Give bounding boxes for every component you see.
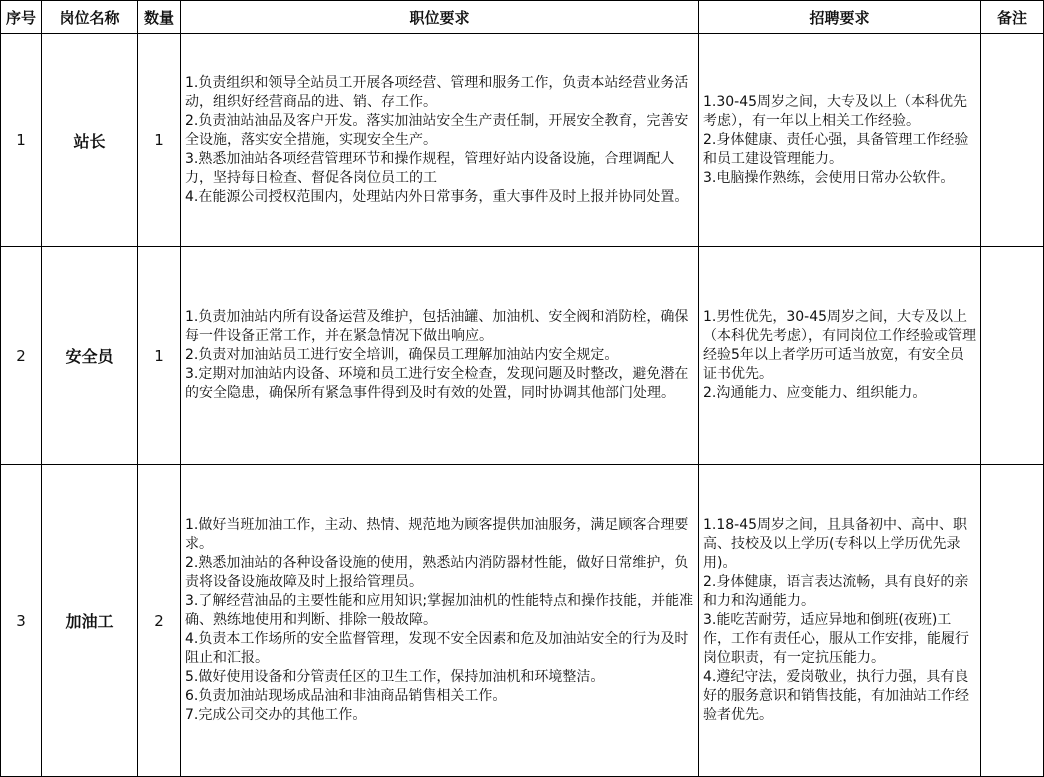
header-notes: 备注	[981, 1, 1044, 34]
row-count: 2	[138, 465, 181, 777]
row-requirements: 1.男性优先，30-45周岁之间，大专及以上（本科优先考虑），有同岗位工作经验或管理经验5年以上者学历可适当放宽，有安全员证书优先。 2.沟通能力、应变能力、组织能力。	[699, 247, 981, 465]
table-header-row	[1, 1, 1044, 34]
header-duties: 职位要求	[181, 1, 699, 34]
header-index: 序号	[1, 1, 42, 34]
row-position: 加油工	[42, 465, 138, 777]
row-notes	[981, 247, 1044, 465]
row-notes	[981, 465, 1044, 777]
row-index: 3	[1, 465, 42, 777]
header-requirements: 招聘要求	[699, 1, 981, 34]
row-duties: 1.负责加油站内所有设备运营及维护，包括油罐、加油机、安全阀和消防栓，确保每一件设备正常工作，并在紧急情况下做出响应。 2.负责对加油站员工进行安全培训，确保员工理解加油站内安全规定。 3.定期对加油站内设备、环境和员工进行安全检查，发现问题及时整改，避免潜在的安全隐患，确保所有紧急事件得到及时有效的处置，同时协调其他部门处理。	[181, 247, 699, 465]
row-count: 1	[138, 34, 181, 247]
row-requirements: 1.18-45周岁之间，且具备初中、高中、职高、技校及以上学历(专科以上学历优先录用)。 2.身体健康，语言表达流畅，具有良好的亲和力和沟通能力。 3.能吃苦耐劳，适应异地和倒班(夜班)工作，工作有责任心，服从工作安排，能履行岗位职责，有一定抗压能力。 4.遵纪守法，爱岗敬业，执行力强，具有良好的服务意识和销售技能，有加油站工作经验者优先。	[699, 465, 981, 777]
header-position: 岗位名称	[42, 1, 138, 34]
table-row	[1, 247, 1044, 465]
table-row	[1, 34, 1044, 247]
table-row	[1, 465, 1044, 777]
row-duties: 1.负责组织和领导全站员工开展各项经营、管理和服务工作，负责本站经营业务活动，组织好经营商品的进、销、存工作。 2.负责油站油品及客户开发。落实加油站安全生产责任制，开展安全教育，完善安全设施，落实安全措施，实现安全生产。 3.熟悉加油站各项经营管理环节和操作规程，管理好站内设备设施，合理调配人力，坚持每日检查、督促各岗位员工的工 4.在能源公司授权范围内，处理站内外日常事务，重大事件及时上报并协同处置。	[181, 34, 699, 247]
row-index: 2	[1, 247, 42, 465]
header-count: 数量	[138, 1, 181, 34]
row-duties: 1.做好当班加油工作，主动、热情、规范地为顾客提供加油服务，满足顾客合理要求。 2.熟悉加油站的各种设备设施的使用，熟悉站内消防器材性能，做好日常维护，负责将设备设施故障及时上报给管理员。 3.了解经营油品的主要性能和应用知识;掌握加油机的性能特点和操作技能，并能准确、熟练地使用和判断、排除一般故障。 4.负责本工作场所的安全监督管理，发现不安全因素和危及加油站安全的行为及时阻止和汇报。 5.做好使用设备和分管责任区的卫生工作，保持加油机和环境整洁。 6.负责加油站现场成品油和非油商品销售相关工作。 7.完成公司交办的其他工作。	[181, 465, 699, 777]
row-notes	[981, 34, 1044, 247]
row-requirements: 1.30-45周岁之间，大专及以上（本科优先考虑），有一年以上相关工作经验。 2.身体健康、责任心强，具备管理工作经验和员工建设管理能力。 3.电脑操作熟练，会使用日常办公软件。	[699, 34, 981, 247]
row-position: 安全员	[42, 247, 138, 465]
row-position: 站长	[42, 34, 138, 247]
row-index: 1	[1, 34, 42, 247]
row-count: 1	[138, 247, 181, 465]
